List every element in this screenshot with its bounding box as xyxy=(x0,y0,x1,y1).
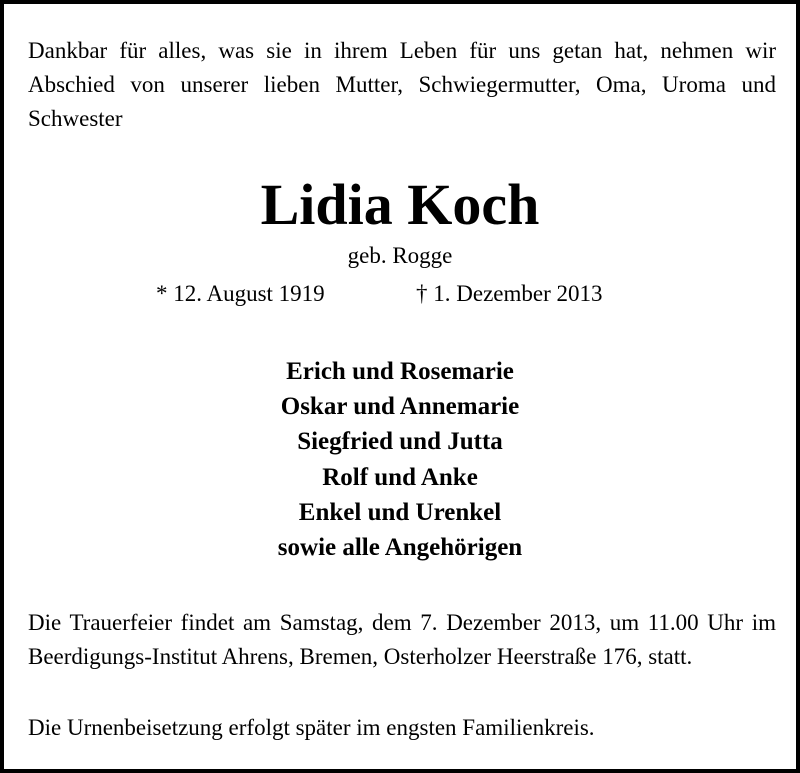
mourner-item: Enkel und Urenkel xyxy=(298,498,502,526)
ceremony-details: Die Trauerfeier findet am Samstag, dem 7. Dezember 2013, um 11.00 Uhr im Beerdigungs-Institut Ahrens, Bremen, Osterholzer Heerstraße 176, statt. xyxy=(28,610,776,669)
mourner-item: Siegfried und Jutta xyxy=(297,428,503,456)
mourner-item: Rolf und Anke xyxy=(322,463,478,491)
birth-date: * 12. August 1919 xyxy=(156,281,325,306)
intro-text: Dankbar für alles, was sie in ihrem Leben für uns getan hat, nehmen wir Abschied von unserer lieben Mutter, Schwiegermutter, Oma, Uroma und Schwester xyxy=(28,38,776,131)
deceased-name: Lidia Koch xyxy=(260,172,540,237)
mourners-list xyxy=(4,354,796,565)
birth-name: geb. Rogge xyxy=(347,243,453,268)
mourner-item: Erich und Rosemarie xyxy=(286,358,514,385)
mourner-item: sowie alle Angehörigen xyxy=(277,534,523,562)
urn-burial-note: Die Urnenbeisetzung erfolgt später im engsten Familienkreis. xyxy=(28,715,595,740)
mourner-item: Oskar und Annemarie xyxy=(280,393,520,421)
death-date: † 1. Dezember 2013 xyxy=(416,281,603,306)
